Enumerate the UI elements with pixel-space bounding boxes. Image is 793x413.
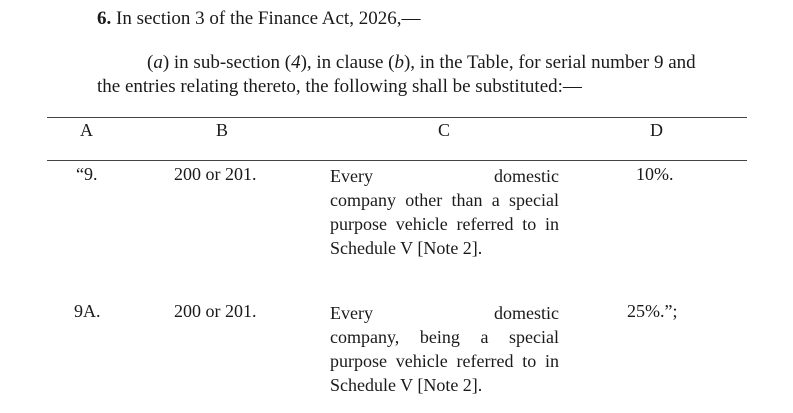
column-header-a: A [80, 120, 93, 140]
row-2-serial: 9A. [74, 301, 101, 321]
paren-open: ( [147, 52, 154, 73]
row-2-description-rest: company, being a special purpose vehicle referred to in Schedule V [Note 2]. [330, 327, 559, 395]
column-header-b: B [216, 120, 229, 140]
row-2-description-word: Every [330, 303, 373, 323]
section-heading-text: In section 3 of the Finance Act, 2026,— [111, 8, 421, 29]
row-2-description-word: domestic [494, 303, 559, 323]
column-header-d: D [650, 120, 663, 140]
row-2-description [330, 301, 559, 397]
clause-a-line-1 [147, 52, 696, 74]
clause-text-part: ), in the Table, for serial number 9 and [403, 52, 696, 73]
row-1-description-word: domestic [494, 166, 559, 186]
row-1-description [330, 164, 559, 260]
column-header-c: C [438, 120, 451, 140]
row-1-description-word: Every [330, 166, 373, 186]
clause-letter-a: a [153, 52, 163, 73]
table-top-rule [47, 117, 747, 118]
clause-a-line-2: the entries relating thereto, the following shall be substituted:— [97, 76, 582, 97]
row-2-section-ref: 200 or 201. [174, 301, 257, 321]
section-heading [97, 8, 420, 30]
table-header-rule [47, 160, 747, 161]
row-1-rate: 10%. [636, 164, 674, 184]
row-1-description-rest: company other than a special purpose vehicle referred to in Schedule V [Note 2]. [330, 190, 559, 258]
clause-text-part: ), in clause ( [300, 52, 395, 73]
row-1-section-ref: 200 or 201. [174, 164, 257, 184]
clause-text-part: ) in sub-section ( [162, 52, 292, 73]
row-2-description-line-1 [330, 301, 559, 325]
row-2-rate: 25%.”; [627, 301, 678, 321]
subsection-number: 4 [291, 52, 301, 73]
clause-letter-b: b [394, 52, 404, 73]
section-number: 6. [97, 8, 112, 29]
row-1-description-line-1 [330, 164, 559, 188]
row-1-serial: “9. [76, 164, 98, 184]
